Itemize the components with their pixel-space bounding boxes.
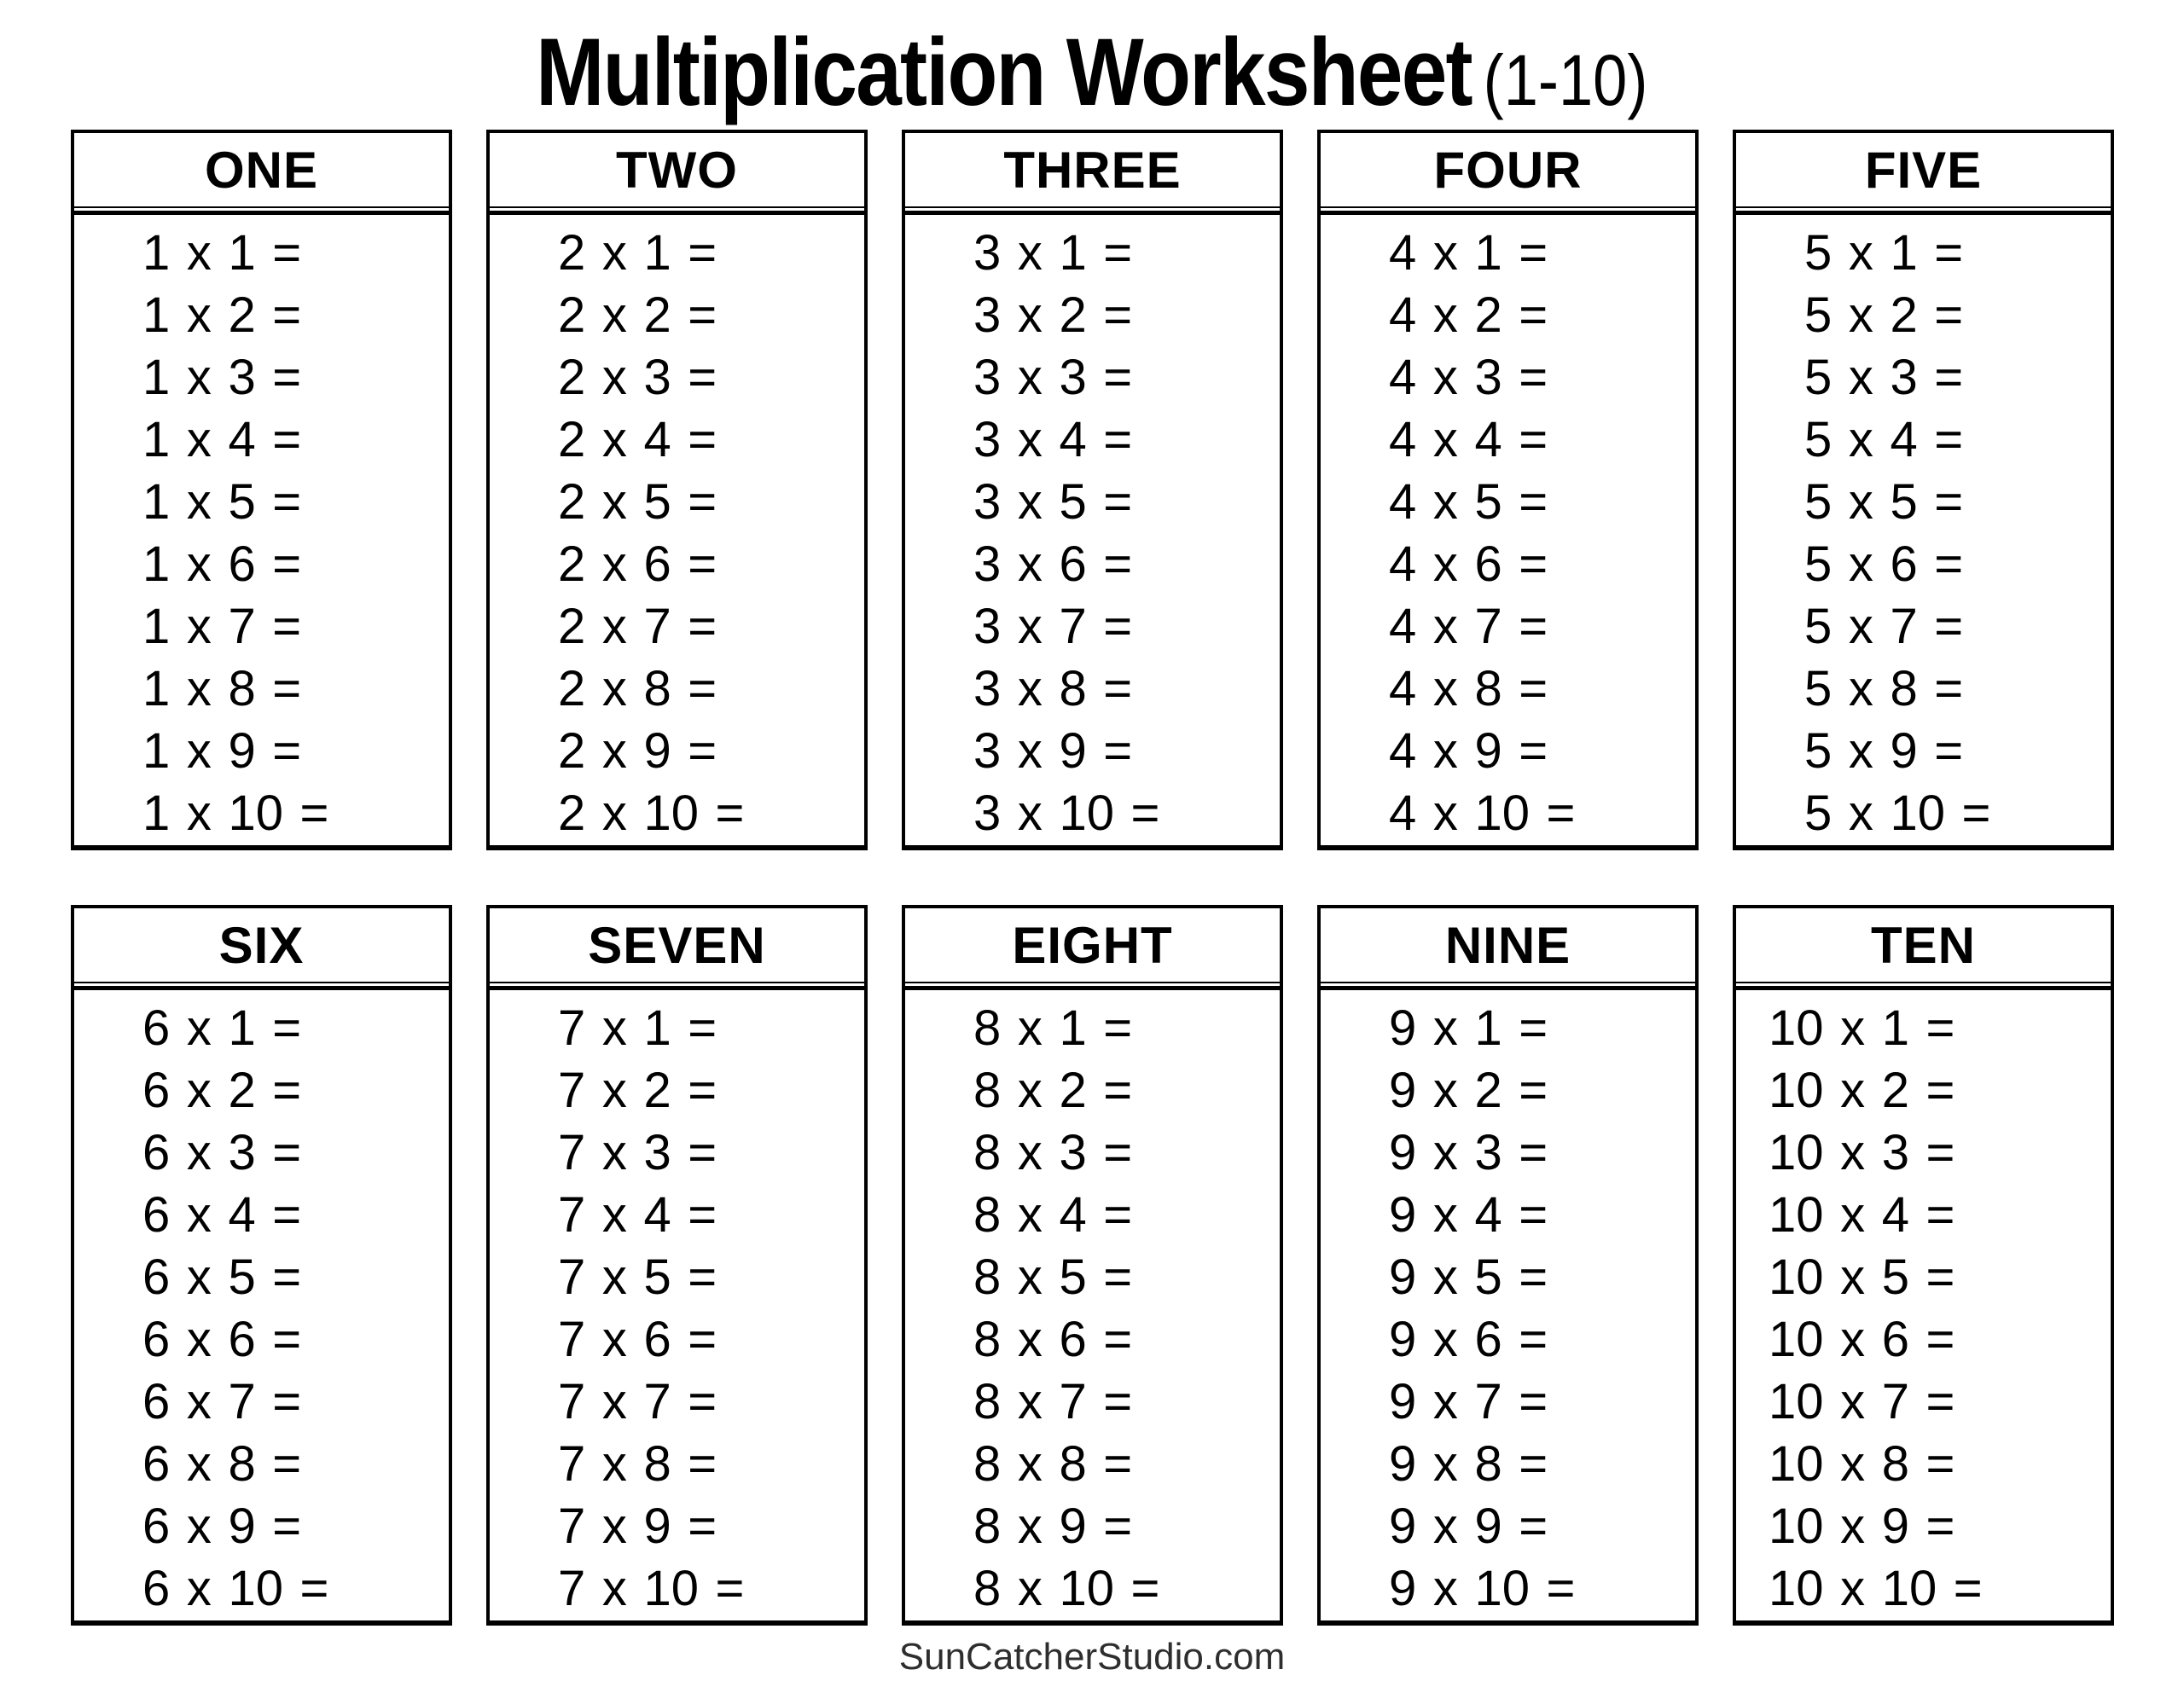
problem-row: 9 x 7 = [1389, 1374, 1548, 1429]
problem-row: 5 x 8 = [1804, 661, 1964, 716]
table-problems [74, 986, 449, 1620]
multiplication-table-card [71, 905, 452, 1626]
problem-row: 5 x 1 = [1804, 225, 1964, 281]
problem-row: 4 x 10 = [1389, 786, 1576, 841]
problem-row: 8 x 10 = [973, 1561, 1160, 1616]
table-problems [1736, 986, 2111, 1620]
table-header: ONE [74, 133, 449, 208]
multiplication-table-card [486, 130, 868, 850]
problem-row: 7 x 9 = [558, 1499, 717, 1554]
multiplication-table-card [902, 905, 1283, 1626]
table-problems [905, 211, 1280, 845]
problem-row: 2 x 5 = [558, 474, 717, 530]
problem-row: 10 x 1 = [1769, 1000, 1955, 1056]
table-header: THREE [905, 133, 1280, 208]
problem-row: 5 x 7 = [1804, 599, 1964, 654]
problem-row: 1 x 8 = [142, 661, 302, 716]
problem-row: 8 x 6 = [973, 1312, 1133, 1367]
problem-row: 6 x 1 = [142, 1000, 302, 1056]
problem-row: 7 x 7 = [558, 1374, 717, 1429]
problem-row: 2 x 9 = [558, 723, 717, 779]
problem-row: 6 x 9 = [142, 1499, 302, 1554]
problem-row: 1 x 7 = [142, 599, 302, 654]
problem-row: 5 x 6 = [1804, 536, 1964, 592]
multiplication-table-card [71, 130, 452, 850]
problem-row: 8 x 1 = [973, 1000, 1133, 1056]
table-header: SEVEN [490, 908, 864, 983]
problem-row: 3 x 9 = [973, 723, 1133, 779]
problem-row: 1 x 10 = [142, 786, 329, 841]
problem-row: 9 x 9 = [1389, 1499, 1548, 1554]
problem-row: 7 x 1 = [558, 1000, 717, 1056]
problem-row: 9 x 2 = [1389, 1063, 1548, 1118]
problem-row: 6 x 3 = [142, 1125, 302, 1180]
problem-row: 2 x 2 = [558, 287, 717, 343]
problem-row: 4 x 6 = [1389, 536, 1548, 592]
problem-row: 7 x 6 = [558, 1312, 717, 1367]
problem-row: 6 x 7 = [142, 1374, 302, 1429]
title-range: (1-10) [1483, 40, 1648, 120]
table-problems [1321, 986, 1695, 1620]
problem-row: 5 x 5 = [1804, 474, 1964, 530]
problem-row: 7 x 2 = [558, 1063, 717, 1118]
problem-row: 1 x 2 = [142, 287, 302, 343]
problem-row: 4 x 2 = [1389, 287, 1548, 343]
problem-row: 10 x 4 = [1769, 1187, 1955, 1243]
problem-row: 5 x 10 = [1804, 786, 1991, 841]
problem-row: 8 x 2 = [973, 1063, 1133, 1118]
problem-row: 6 x 5 = [142, 1249, 302, 1305]
problem-row: 10 x 6 = [1769, 1312, 1955, 1367]
problem-row: 10 x 8 = [1769, 1436, 1955, 1492]
footer-credit: SunCatcherStudio.com [898, 1636, 1286, 1678]
problem-row: 9 x 8 = [1389, 1436, 1548, 1492]
table-header: FOUR [1321, 133, 1695, 208]
problem-row: 7 x 10 = [558, 1561, 745, 1616]
problem-row: 3 x 5 = [973, 474, 1133, 530]
problem-row: 2 x 8 = [558, 661, 717, 716]
problem-row: 2 x 6 = [558, 536, 717, 592]
problem-row: 10 x 7 = [1769, 1374, 1955, 1429]
page-title [0, 20, 2184, 125]
problem-row: 3 x 7 = [973, 599, 1133, 654]
problem-row: 2 x 4 = [558, 412, 717, 467]
problem-row: 10 x 3 = [1769, 1125, 1955, 1180]
problem-row: 1 x 4 = [142, 412, 302, 467]
multiplication-table-card [1317, 905, 1699, 1626]
problem-row: 1 x 1 = [142, 225, 302, 281]
problem-row: 10 x 5 = [1769, 1249, 1955, 1305]
problem-row: 9 x 10 = [1389, 1561, 1576, 1616]
problem-row: 3 x 8 = [973, 661, 1133, 716]
page-title-text [536, 20, 1647, 132]
problem-row: 4 x 3 = [1389, 350, 1548, 405]
problem-row: 6 x 8 = [142, 1436, 302, 1492]
problem-row: 2 x 1 = [558, 225, 717, 281]
problem-row: 10 x 2 = [1769, 1063, 1955, 1118]
problem-row: 10 x 9 = [1769, 1499, 1955, 1554]
problem-row: 3 x 1 = [973, 225, 1133, 281]
problem-row: 4 x 5 = [1389, 474, 1548, 530]
problem-row: 8 x 8 = [973, 1436, 1133, 1492]
table-header: TWO [490, 133, 864, 208]
problem-row: 2 x 7 = [558, 599, 717, 654]
table-problems [1321, 211, 1695, 845]
problem-row: 4 x 1 = [1389, 225, 1548, 281]
multiplication-table-card [1317, 130, 1699, 850]
problem-row: 7 x 5 = [558, 1249, 717, 1305]
problem-row: 6 x 10 = [142, 1561, 329, 1616]
table-problems [74, 211, 449, 845]
problem-row: 5 x 3 = [1804, 350, 1964, 405]
problem-row: 1 x 6 = [142, 536, 302, 592]
problem-row: 6 x 2 = [142, 1063, 302, 1118]
problem-row: 5 x 2 = [1804, 287, 1964, 343]
problem-row: 3 x 4 = [973, 412, 1133, 467]
problem-row: 1 x 3 = [142, 350, 302, 405]
problem-row: 6 x 6 = [142, 1312, 302, 1367]
problem-row: 3 x 10 = [973, 786, 1160, 841]
table-problems [905, 986, 1280, 1620]
table-header: TEN [1736, 908, 2111, 983]
problem-row: 6 x 4 = [142, 1187, 302, 1243]
table-header: EIGHT [905, 908, 1280, 983]
problem-row: 3 x 6 = [973, 536, 1133, 592]
problem-row: 8 x 5 = [973, 1249, 1133, 1305]
problem-row: 8 x 7 = [973, 1374, 1133, 1429]
problem-row: 10 x 10 = [1769, 1561, 1983, 1616]
problem-row: 1 x 9 = [142, 723, 302, 779]
problem-row: 9 x 4 = [1389, 1187, 1548, 1243]
table-header: SIX [74, 908, 449, 983]
problem-row: 1 x 5 = [142, 474, 302, 530]
problem-row: 7 x 8 = [558, 1436, 717, 1492]
table-header: NINE [1321, 908, 1695, 983]
table-problems [1736, 211, 2111, 845]
multiplication-table-card [1733, 130, 2114, 850]
problem-row: 7 x 3 = [558, 1125, 717, 1180]
problem-row: 4 x 7 = [1389, 599, 1548, 654]
tables-grid [0, 125, 2184, 1626]
problem-row: 3 x 3 = [973, 350, 1133, 405]
problem-row: 7 x 4 = [558, 1187, 717, 1243]
multiplication-table-card [1733, 905, 2114, 1626]
problem-row: 9 x 3 = [1389, 1125, 1548, 1180]
table-header: FIVE [1736, 133, 2111, 208]
title-main: Multiplication Worksheet [536, 19, 1472, 125]
table-problems [490, 986, 864, 1620]
problem-row: 8 x 4 = [973, 1187, 1133, 1243]
multiplication-table-card [486, 905, 868, 1626]
problem-row: 3 x 2 = [973, 287, 1133, 343]
problem-row: 9 x 6 = [1389, 1312, 1548, 1367]
problem-row: 2 x 10 = [558, 786, 745, 841]
problem-row: 4 x 9 = [1389, 723, 1548, 779]
table-problems [490, 211, 864, 845]
problem-row: 2 x 3 = [558, 350, 717, 405]
problem-row: 5 x 9 = [1804, 723, 1964, 779]
problem-row: 5 x 4 = [1804, 412, 1964, 467]
problem-row: 8 x 9 = [973, 1499, 1133, 1554]
problem-row: 9 x 1 = [1389, 1000, 1548, 1056]
problem-row: 9 x 5 = [1389, 1249, 1548, 1305]
problem-row: 4 x 8 = [1389, 661, 1548, 716]
problem-row: 8 x 3 = [973, 1125, 1133, 1180]
problem-row: 4 x 4 = [1389, 412, 1548, 467]
multiplication-table-card [902, 130, 1283, 850]
